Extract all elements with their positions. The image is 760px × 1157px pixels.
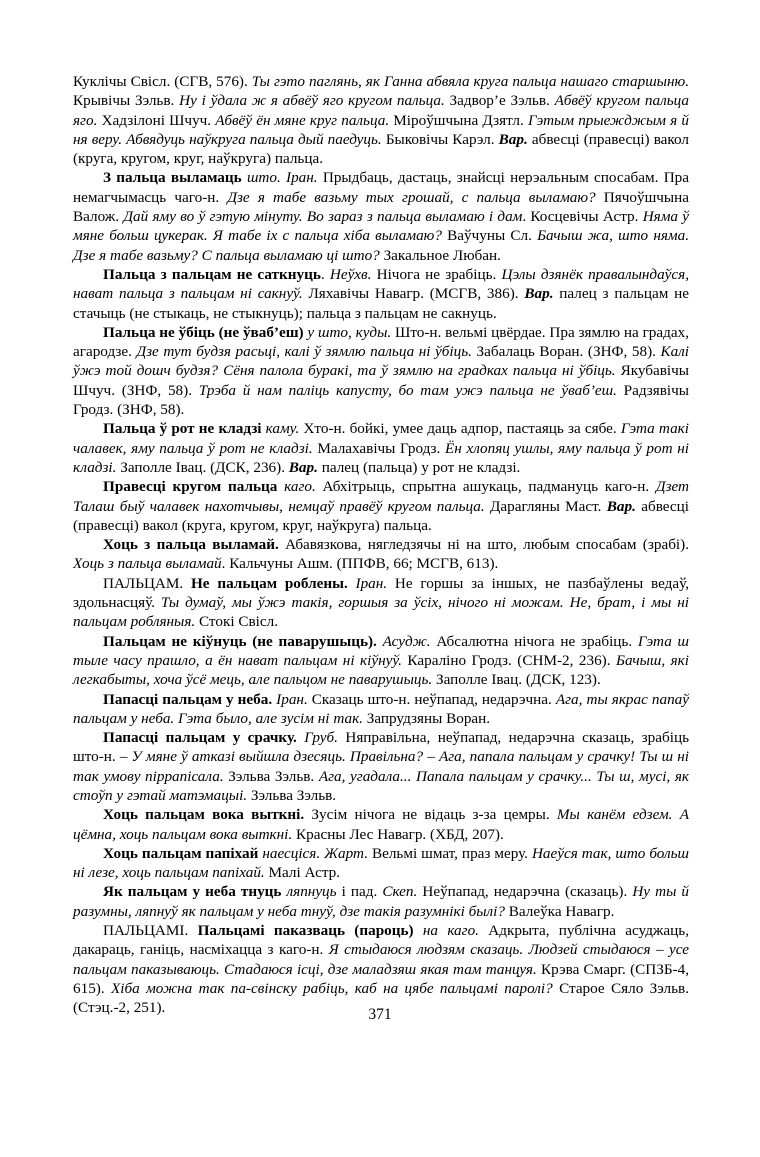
entry-headword: Не пальцам роблены. bbox=[190, 574, 348, 592]
entry-italic-text: – У мяне ў атказі выйшла дзесяць. Правільна? – Ага, папала пальцам у срачку! Ты ш ні так умову піррапісала. bbox=[73, 748, 689, 785]
entry-italic-text: Ну ты й разумны, ляпнуў як пальцам у неба тнуў, дзе такія разумнікі былі? bbox=[73, 883, 689, 920]
entry-italic-text: Ну і ўдала ж я абвёў яго кругом пальца. bbox=[179, 92, 445, 110]
dictionary-entry bbox=[73, 168, 689, 264]
entry-italic-text: каго. bbox=[277, 478, 316, 496]
entry-headword: Вар. bbox=[288, 458, 318, 476]
entry-italic-text: Дзе я табе вазьму тых грошай, с пальца выламаю? bbox=[227, 188, 596, 206]
entry-text: Вельмі шмат, праз меру. bbox=[368, 844, 532, 862]
entry-text: Абхітрыць, спрытна ашукаць, падмануць каго-н. bbox=[315, 478, 656, 496]
entry-headword: Вар. bbox=[498, 130, 528, 148]
entry-text: Ваўчуны Сл. bbox=[441, 227, 538, 245]
entry-text: Заполле Івац. (ДСК, 123). bbox=[432, 671, 601, 689]
entry-italic-text: Я стыдаюся людзям сказаць. Людзей стыдаюся – усе пальцам паказываюць. Стадаюся ісці, дзе маладзяш якая там танцуя. bbox=[73, 941, 689, 978]
entry-text bbox=[348, 575, 356, 592]
entry-italic-text: Цэлы дзянёк правалындаўся, нават пальца з пальцам ні сакнуў. bbox=[73, 265, 690, 303]
entry-text: ПАЛЬЦАМІ. bbox=[103, 922, 198, 940]
entry-headword: Пальца не ўбіць (не ўваб’еш) bbox=[103, 323, 304, 341]
entry-text: Пячоўшчына Валож. bbox=[73, 188, 689, 226]
page-number: 371 bbox=[368, 1006, 392, 1023]
entry-text: Стокі Свісл. bbox=[195, 613, 278, 631]
entry-text: Зэльва Зэльв. bbox=[247, 786, 337, 804]
entry-italic-text: каму. bbox=[261, 420, 300, 438]
entry-headword: Пальцамі паказваць (пароць) bbox=[197, 922, 414, 940]
dictionary-entry bbox=[73, 690, 689, 729]
entry-italic-text: наесціся. bbox=[258, 844, 321, 862]
entry-headword: Пальцам не кіўнуць (не паварушыць). bbox=[103, 632, 377, 650]
entry-italic-text: Дай яму во ў гэтую мінуту. Во зараз з пальца выламаю і дам bbox=[123, 208, 523, 226]
entry-text: Закальное Любан. bbox=[379, 246, 501, 264]
dictionary-entry bbox=[73, 921, 689, 1017]
dictionary-entry bbox=[73, 728, 689, 805]
entry-italic-text: Ён хлопяц ушлы, яму пальца ў рот ні кладзі. bbox=[73, 439, 689, 476]
dictionary-entry bbox=[73, 419, 689, 477]
entry-headword: З пальца выламаць bbox=[103, 169, 242, 187]
entry-text: Дарагляны Маст. bbox=[484, 497, 607, 515]
entry-headword: Вар. bbox=[606, 497, 636, 515]
entry-italic-text: Хіба можна так па-свінску рабіць, каб на цябе пальцамі паролі? bbox=[111, 979, 553, 997]
entry-italic-text: Неўхв. bbox=[329, 265, 372, 283]
entry-text: Быковічы Карэл. bbox=[381, 130, 499, 148]
entry-headword: Хоць з пальца выламай. bbox=[103, 536, 279, 554]
entry-text: Адкрыта, публічна асуджаць, дакараць, ганіць, насміхацца з каго-н. bbox=[73, 922, 690, 959]
dictionary-entry bbox=[73, 72, 689, 168]
entry-italic-text: Жарт. bbox=[324, 844, 368, 862]
dictionary-entry bbox=[73, 265, 689, 323]
entry-headword: Хоць пальцам вока выткні. bbox=[103, 806, 305, 824]
entry-text: абвесці (правесці) вакол (круга, кругом, круг, наўкруга) пальца. bbox=[73, 130, 689, 168]
entry-headword: Вар. bbox=[524, 285, 554, 303]
entry-text: Валеўка Навагр. bbox=[504, 902, 615, 920]
entry-italic-text: Абвёў кругом пальца яго. bbox=[73, 92, 689, 129]
entry-text: Малі Астр. bbox=[264, 864, 341, 882]
dictionary-entry bbox=[73, 805, 689, 844]
entry-text: Абавязкова, нягледзячы ні на што, любым спосабам (зрабі). bbox=[278, 536, 689, 554]
entry-italic-text: Ты гэто паглянь, як Ганна абвяла круга пальца нашаго старшыню. bbox=[251, 73, 689, 90]
dictionary-entry bbox=[73, 632, 689, 690]
entry-italic-text: Няма ў мяне больш цукерак. Я табе іх с пальца хіба выламаю? bbox=[73, 208, 690, 245]
entry-text: Запрудзяны Воран. bbox=[362, 709, 491, 727]
entry-italic-text: у што, куды. bbox=[303, 323, 392, 341]
entry-text: і пад. bbox=[336, 883, 383, 901]
entry-italic-text: ляпнуць bbox=[281, 883, 337, 901]
entry-italic-text: Абвёў ён мяне круг пальца. bbox=[215, 111, 390, 129]
entry-text: Няправільна, неўпапад, недарэчна сказаць, зрабіць што-н. bbox=[73, 729, 689, 766]
entry-text: Задвор’е Зэльв. bbox=[444, 92, 555, 110]
entry-text: Куклічы Свісл. (СГВ, 576). bbox=[73, 73, 252, 90]
entry-headword: Хоць пальцам папіхай bbox=[103, 844, 259, 862]
entry-text: Неўпапад, недарэчна (сказаць). bbox=[417, 883, 633, 901]
entry-italic-text: Дзе тут будзя расьці, калі ў зямлю пальца ні ўбіць. bbox=[136, 343, 472, 361]
entry-italic-text: Гэтым прыежджым я й ня веру. Абвядуць наўкруга пальца дый паедуць. bbox=[73, 111, 689, 148]
entry-italic-text: Мы канём едзем. А цёмна, хоць пальцам вока выткні. bbox=[73, 806, 689, 843]
entry-italic-text: Бачыш жа, што няма. Дзе я табе вазьму? С пальца выламаю ці што? bbox=[73, 227, 689, 264]
entry-text: Заполле Івац. (ДСК, 236). bbox=[116, 458, 289, 476]
entry-italic-text: Асудж. bbox=[382, 632, 431, 650]
entry-italic-text: Ага, ты якрас папаў пальцам у неба. Гэта было, але зусім ні так. bbox=[73, 690, 689, 727]
entry-text: Абсалютна нічога не зрабіць. bbox=[430, 632, 638, 650]
entry-italic-text: што. Іран. bbox=[241, 169, 318, 187]
entry-headword: Як пальцам у неба тнуць bbox=[103, 883, 282, 901]
entry-headword: Пальца з пальцам не саткнуць bbox=[103, 265, 321, 283]
entry-text: Нічога не зрабіць. bbox=[371, 265, 502, 283]
dictionary-entry bbox=[73, 323, 689, 419]
entry-text: Не горшы за іншых, не пазбаўлены ведаў, здольнасцяў. bbox=[73, 574, 690, 612]
entry-italic-text: Гэта такі чалавек, яму пальца ў рот не кладзі. bbox=[73, 420, 689, 457]
dictionary-entry bbox=[73, 882, 689, 921]
entry-italic-text: Бачыш, які легкабыты, хоча ўсё мець, але пальцом не паварушыць. bbox=[73, 651, 690, 689]
entry-italic-text: Наеўся так, што больш ні лезе, хоць пальцам папіхай. bbox=[73, 844, 690, 882]
entry-text: Малахавічы Гродз. bbox=[312, 439, 445, 457]
entry-italic-text: Дзет Талаш быў чалавек нахотчывы, немцаў правёў кругом пальца. bbox=[73, 478, 690, 515]
entry-text: Якубавічы Шчуч. (ЗНФ, 58). bbox=[73, 362, 689, 399]
entry-italic-text: Хоць з пальца выламай bbox=[73, 555, 222, 573]
entry-italic-text: Гэта ш тыле часу прашло, а ён нават пальцам ні кіўнуў. bbox=[73, 632, 690, 669]
entry-text: палец з пальцам не стачыць (не стыкаць, не стыкнуць); пальца з пальцам не сакнуць. bbox=[73, 285, 690, 322]
entry-text: Красны Лес Навагр. (ХБД, 207). bbox=[292, 825, 504, 843]
entry-text: . Косцевічы Астр. bbox=[522, 208, 643, 226]
entry-text: ПАЛЬЦАМ. bbox=[103, 574, 191, 592]
entry-text: . bbox=[320, 265, 330, 283]
entry-italic-text: Іран. bbox=[355, 574, 388, 592]
entry-text: Хадзілоні Шчуч. bbox=[97, 111, 216, 129]
entry-italic-text: Скеп. bbox=[382, 883, 418, 901]
entry-text: Крывічы Зэльв. bbox=[73, 92, 180, 110]
entry-text: абвесці (правесці) вакол (круга, кругом, круг, наўкруга) пальца. bbox=[73, 497, 689, 534]
entry-italic-text: Груб. bbox=[304, 729, 338, 747]
dictionary-entry bbox=[73, 535, 689, 574]
entry-text: Сказаць што-н. неўпапад, недарэчна. bbox=[307, 690, 556, 708]
entry-headword: Пальца ў рот не кладзі bbox=[103, 420, 262, 438]
dictionary-page bbox=[73, 72, 689, 1018]
entry-text: Зэльва Зэльв. bbox=[223, 767, 319, 785]
entry-italic-text: на каго. bbox=[413, 922, 479, 940]
entry-text: . Кальчуны Ашм. (ППФВ, 66; МСГВ, 613). bbox=[221, 555, 499, 573]
entry-headword: Папасці пальцам у неба. bbox=[103, 690, 273, 708]
entry-text: Ляхавічы Навагр. (МСГВ, 386). bbox=[302, 285, 525, 303]
entry-text: Старое Сяло Зэльв. (Стэц.-2, 251). bbox=[73, 979, 689, 1017]
entry-text: Радзявічы Гродз. (ЗНФ, 58). bbox=[73, 381, 689, 419]
entry-italic-text: Калі ўжэ той дошч будзя? Сёня палола буракі, та ў зямлю на градках пальца ні ўбіць. bbox=[73, 343, 690, 380]
entry-italic-text: Трэба й нам паліць капусту, бо там ужэ пальца не ўваб’еш. bbox=[198, 381, 617, 399]
entry-headword: Правесці кругом пальца bbox=[103, 478, 278, 496]
entry-text: Прыдбаць, дастаць, знайсці нерэальным спосабам. Пра немагчымасць чаго-н. bbox=[73, 169, 689, 206]
entry-text: Крэва Смарг. (СПЗБ-4, 615). bbox=[73, 960, 689, 997]
entry-text: Што-н. вельмі цвёрдае. Пра зямлю на градах, агародзе. bbox=[73, 323, 689, 361]
entry-text: Зусім нічога не відаць з-за цемры. bbox=[304, 806, 557, 824]
entry-italic-text: Іран. bbox=[276, 690, 308, 708]
dictionary-entry bbox=[73, 574, 689, 632]
entry-text: Хто-н. бойкі, умее даць адпор, пастаяць за сябе. bbox=[299, 420, 621, 438]
dictionary-entry bbox=[73, 477, 689, 535]
entry-text: Міроўшчына Дзятл. bbox=[389, 111, 528, 129]
entry-text: Забалаць Воран. (ЗНФ, 58). bbox=[471, 343, 661, 361]
entry-headword: Папасці пальцам у срачку. bbox=[103, 729, 297, 747]
entry-text: Караліно Гродз. (СНМ-2, 236). bbox=[401, 651, 616, 669]
dictionary-entry bbox=[73, 844, 689, 883]
entry-text: палец (пальца) у рот не кладзі. bbox=[317, 458, 521, 476]
entry-italic-text: Ты думаў, мы ўжэ такія, горшыя за ўсіх, нічого ні можам. Не, брат, і мы ні пальцам робляныя. bbox=[73, 594, 689, 631]
entry-italic-text: Ага, угадала... Папала пальцам у срачку... Ты ш, мусі, як стоўп у гэтай матэмацыі. bbox=[73, 767, 689, 804]
